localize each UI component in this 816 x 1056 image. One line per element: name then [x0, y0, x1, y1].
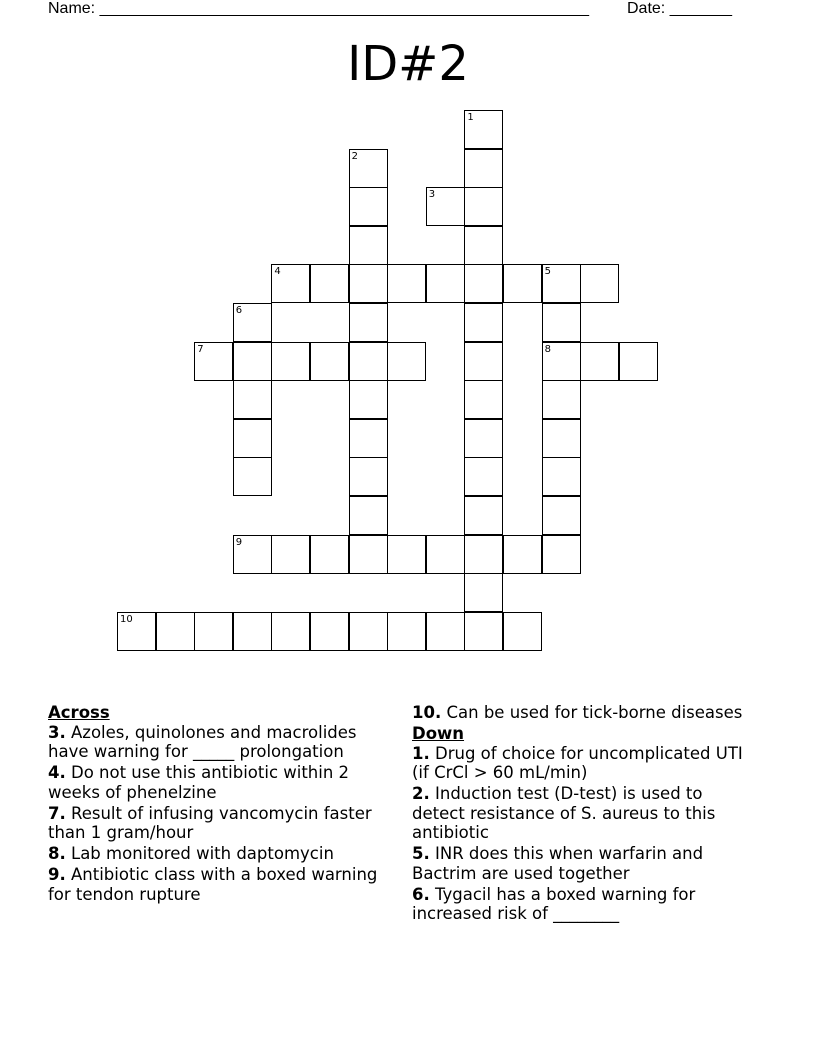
- grid-cell[interactable]: [387, 342, 426, 381]
- clue-text: Lab monitored with daptomycin: [71, 844, 334, 863]
- clue-number-label: 4: [274, 266, 281, 278]
- grid-cell[interactable]: [387, 612, 426, 651]
- grid-cell[interactable]: [580, 264, 619, 303]
- grid-cell[interactable]: [542, 535, 581, 574]
- clue-text: INR does this when warfarin and Bactrim are used together: [412, 844, 704, 883]
- grid-cell[interactable]: [580, 342, 619, 381]
- grid-cell[interactable]: [349, 187, 388, 226]
- grid-cell[interactable]: [233, 457, 272, 496]
- grid-cell[interactable]: [310, 612, 349, 651]
- grid-cell[interactable]: [464, 342, 503, 381]
- clue-text: Induction test (D-test) is used to detect resistance of S. aureus to this antibiotic: [412, 784, 716, 842]
- grid-cell[interactable]: [426, 612, 465, 651]
- clues-column-left: [48, 703, 388, 906]
- grid-cell[interactable]: [542, 496, 581, 535]
- clue-across-7: [48, 804, 388, 843]
- clue-number-label: 2: [351, 150, 358, 162]
- grid-cell[interactable]: [233, 303, 272, 342]
- grid-cell[interactable]: [310, 264, 349, 303]
- grid-cell[interactable]: [233, 535, 272, 574]
- grid-cell[interactable]: [349, 419, 388, 458]
- clue-number: 10.: [412, 703, 442, 722]
- grid-cell[interactable]: [464, 226, 503, 265]
- grid-cell[interactable]: [117, 612, 156, 651]
- clue-text: Drug of choice for uncomplicated UTI (if CrCl > 60 mL/min): [412, 743, 743, 782]
- grid-cell[interactable]: [349, 342, 388, 381]
- grid-cell[interactable]: [464, 187, 503, 226]
- grid-cell[interactable]: [542, 342, 581, 381]
- grid-cell[interactable]: [156, 612, 195, 651]
- clue-number: 3.: [48, 722, 66, 742]
- grid-cell[interactable]: [464, 612, 503, 651]
- grid-cell[interactable]: [426, 187, 465, 226]
- grid-cell[interactable]: [194, 612, 233, 651]
- grid-cell[interactable]: [387, 535, 426, 574]
- clue-down-5: [412, 844, 752, 883]
- clue-number-label: 6: [235, 305, 243, 316]
- down-heading: Down: [412, 724, 465, 743]
- clue-text: Can be used for tick-borne diseases: [446, 703, 743, 722]
- grid-cell[interactable]: [464, 149, 503, 188]
- grid-cell[interactable]: [387, 264, 426, 303]
- grid-cell[interactable]: [349, 226, 388, 265]
- clue-text: Azoles, quinolones and macrolides have warning for _____ prolongation: [48, 722, 357, 761]
- clue-down-1: [412, 744, 752, 783]
- grid-cell[interactable]: [464, 535, 503, 574]
- grid-cell[interactable]: [271, 612, 310, 651]
- clue-number: 6.: [412, 884, 430, 904]
- clue-number: 5.: [412, 844, 430, 863]
- grid-cell[interactable]: [233, 342, 272, 381]
- grid-cell[interactable]: [310, 342, 349, 381]
- grid-cell[interactable]: [464, 110, 503, 149]
- clue-across-3: [48, 723, 388, 762]
- clue-number: 7.: [48, 803, 66, 823]
- clue-number-label: 5: [544, 266, 551, 278]
- clue-number-label: 10: [120, 613, 133, 625]
- clue-across-9: [48, 865, 388, 904]
- grid-cell[interactable]: [503, 535, 542, 574]
- clue-across-4: [48, 763, 388, 802]
- clue-number-label: 8: [544, 343, 551, 355]
- grid-cell[interactable]: [542, 303, 581, 342]
- clue-down-2: [412, 784, 752, 843]
- clue-number: 2.: [412, 784, 430, 803]
- grid-cell[interactable]: [233, 380, 272, 419]
- grid-cell[interactable]: [271, 342, 310, 381]
- grid-cell[interactable]: [233, 612, 272, 651]
- grid-cell[interactable]: [349, 612, 388, 651]
- clue-number: 1.: [412, 743, 430, 763]
- grid-cell[interactable]: [464, 303, 503, 342]
- clue-number-label: 1: [467, 112, 474, 123]
- clue-number-label: 3: [428, 189, 436, 201]
- clue-text: Antibiotic class with a boxed warning for tendon rupture: [48, 865, 378, 904]
- clue-text: Tygacil has a boxed warning for increased risk of ________: [412, 884, 696, 923]
- clue-down-6: [412, 885, 752, 924]
- clue-across-10: [412, 703, 752, 723]
- clue-number: 9.: [48, 865, 66, 884]
- clue-number: 4.: [48, 763, 66, 782]
- grid-cell[interactable]: [349, 264, 388, 303]
- grid-cell[interactable]: [426, 264, 465, 303]
- clues-column-right: [412, 703, 752, 925]
- grid-cell[interactable]: [271, 535, 310, 574]
- clue-number-label: 7: [197, 343, 204, 355]
- grid-cell[interactable]: [542, 264, 581, 303]
- clue-number-label: 9: [235, 536, 243, 548]
- grid-cell[interactable]: [426, 535, 465, 574]
- clue-text: Do not use this antibiotic within 2 weeks of phenelzine: [48, 763, 350, 802]
- across-heading: Across: [48, 703, 110, 722]
- grid-cell[interactable]: [464, 457, 503, 496]
- date-field: Date: _______: [627, 0, 732, 17]
- grid-cell[interactable]: [349, 303, 388, 342]
- grid-cell[interactable]: [464, 380, 503, 419]
- grid-cell[interactable]: [349, 149, 388, 188]
- grid-cell[interactable]: [503, 612, 542, 651]
- name-field: Name: _______________________________________________________: [48, 0, 589, 17]
- grid-cell[interactable]: [349, 457, 388, 496]
- grid-cell[interactable]: [464, 496, 503, 535]
- grid-cell[interactable]: [349, 535, 388, 574]
- clue-number: 8.: [48, 844, 66, 863]
- grid-cell[interactable]: [271, 264, 310, 303]
- grid-cell[interactable]: [349, 380, 388, 419]
- puzzle-title: ID#2: [347, 36, 469, 92]
- grid-cell[interactable]: [464, 419, 503, 458]
- grid-cell[interactable]: [503, 264, 542, 303]
- grid-cell[interactable]: [464, 573, 503, 612]
- grid-cell[interactable]: [619, 342, 658, 381]
- grid-cell[interactable]: [233, 419, 272, 458]
- grid-cell[interactable]: [349, 496, 388, 535]
- clue-text: Result of infusing vancomycin faster than 1 gram/hour: [48, 803, 372, 842]
- grid-cell[interactable]: [542, 380, 581, 419]
- grid-cell[interactable]: [310, 535, 349, 574]
- clue-across-8: [48, 844, 388, 864]
- grid-cell[interactable]: [542, 457, 581, 496]
- grid-cell[interactable]: [542, 419, 581, 458]
- grid-cell[interactable]: [194, 342, 233, 381]
- grid-cell[interactable]: [464, 264, 503, 303]
